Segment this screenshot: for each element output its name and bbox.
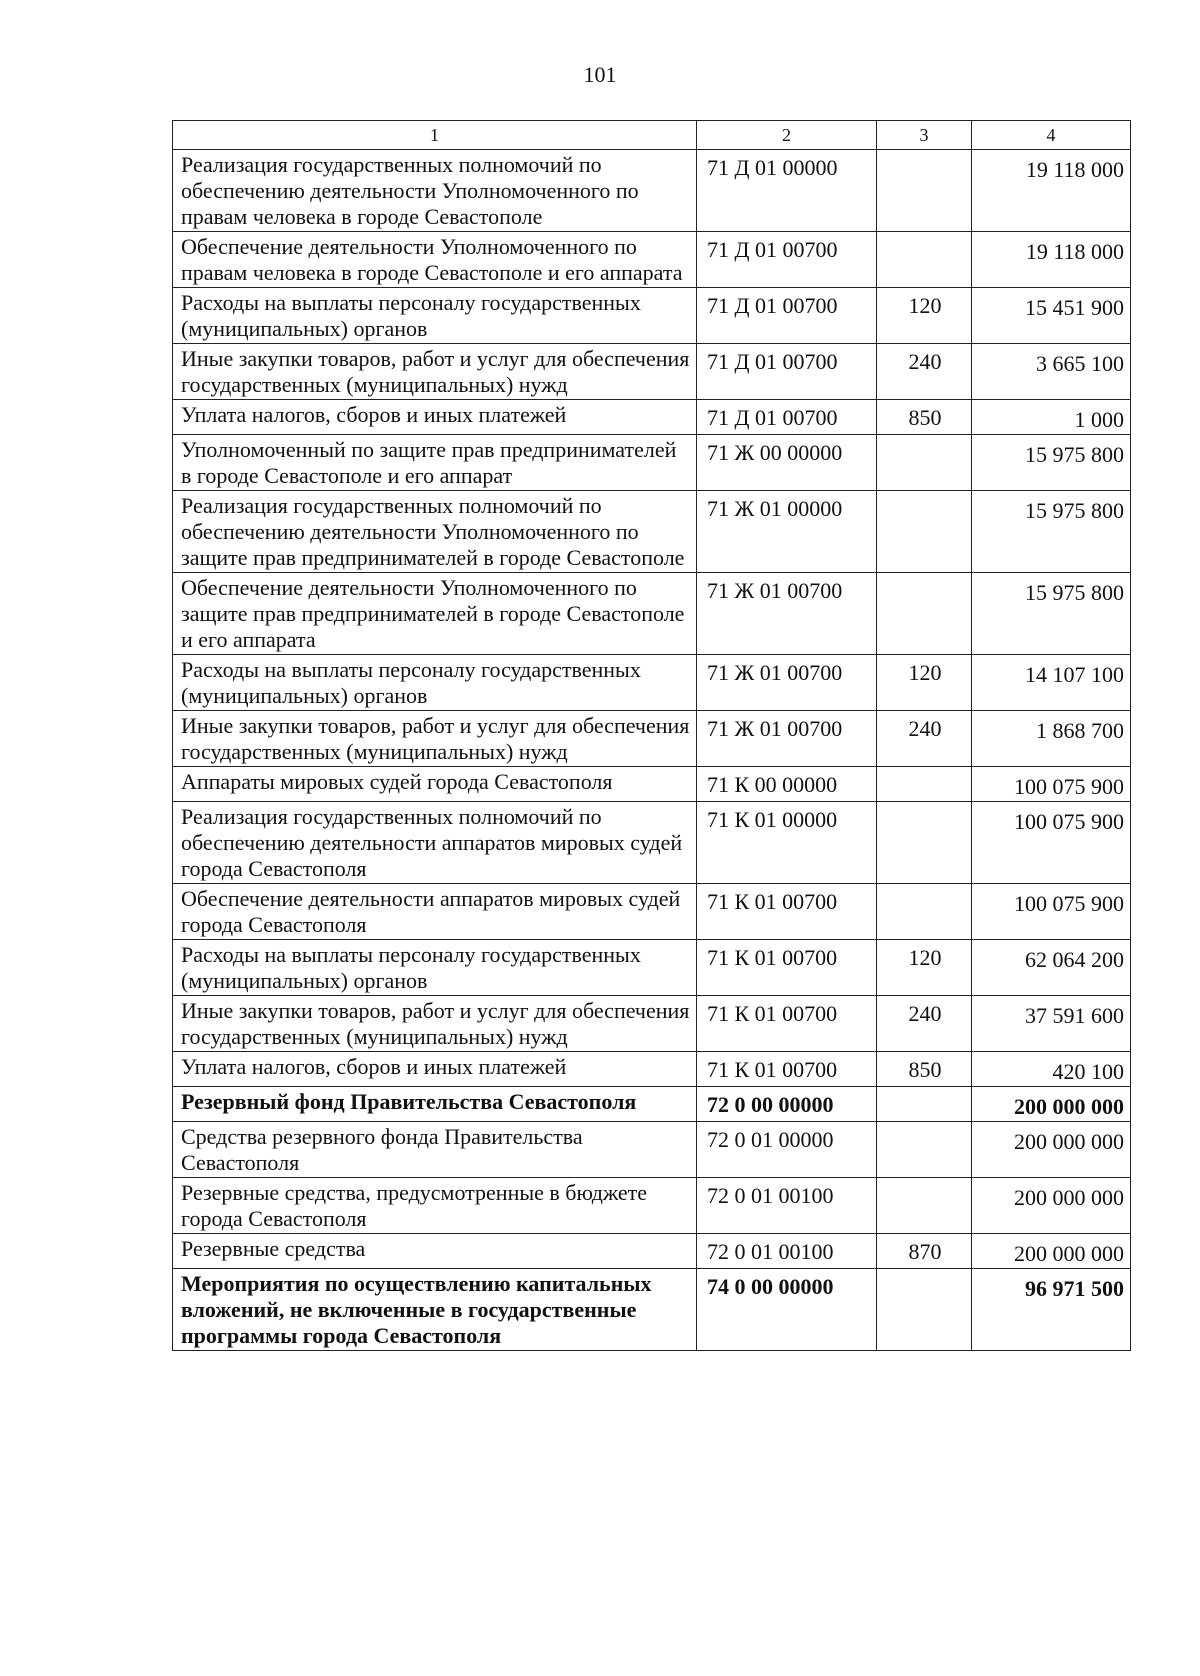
row-code-cell: 71 Ж 01 00700 [697,655,877,711]
table-row [173,435,1131,491]
row-code-cell: 71 К 00 00000 [697,767,877,802]
table-row [173,802,1131,884]
row-code-cell: 71 Ж 01 00000 [697,491,877,573]
row-name-cell: Обеспечение деятельности аппаратов мировых судей города Севастополя [173,884,697,940]
table-row [173,711,1131,767]
row-code-cell: 71 Ж 01 00700 [697,573,877,655]
table-row [173,150,1131,232]
table-row [173,1087,1131,1122]
row-kvr-cell [877,150,972,232]
row-sum-cell: 100 075 900 [972,767,1131,802]
row-sum-cell: 19 118 000 [972,232,1131,288]
row-code-cell: 71 К 01 00700 [697,996,877,1052]
row-code-cell: 72 0 01 00100 [697,1178,877,1234]
row-kvr-cell [877,491,972,573]
row-sum-cell: 19 118 000 [972,150,1131,232]
table-row [173,767,1131,802]
row-sum-cell: 15 975 800 [972,435,1131,491]
row-name-cell: Реализация государственных полномочий по обеспечению деятельности Уполномоченного по правам человека в городе Севастополе [173,150,697,232]
row-sum-cell: 62 064 200 [972,940,1131,996]
row-sum-cell: 37 591 600 [972,996,1131,1052]
column-header-2: 2 [697,121,877,150]
row-kvr-cell [877,435,972,491]
row-sum-cell: 100 075 900 [972,802,1131,884]
row-kvr-cell [877,232,972,288]
table-row [173,573,1131,655]
column-header-1: 1 [173,121,697,150]
row-sum-cell: 200 000 000 [972,1234,1131,1269]
row-name-cell: Уполномоченный по защите прав предпринимателей в городе Севастополе и его аппарат [173,435,697,491]
row-sum-cell: 15 975 800 [972,573,1131,655]
row-code-cell: 71 К 01 00700 [697,940,877,996]
row-sum-cell: 15 975 800 [972,491,1131,573]
row-name-cell: Обеспечение деятельности Уполномоченного по правам человека в городе Севастополе и его аппарата [173,232,697,288]
row-kvr-cell: 240 [877,711,972,767]
row-name-cell: Аппараты мировых судей города Севастополя [173,767,697,802]
table-body [173,150,1131,1351]
row-code-cell: 71 Д 01 00700 [697,232,877,288]
row-code-cell: 71 К 01 00700 [697,1052,877,1087]
row-name-cell: Средства резервного фонда Правительства Севастополя [173,1122,697,1178]
row-code-cell: 71 Д 01 00700 [697,400,877,435]
header-row [173,121,1131,150]
row-name-cell: Иные закупки товаров, работ и услуг для обеспечения государственных (муниципальных) нужд [173,711,697,767]
row-name-cell: Иные закупки товаров, работ и услуг для обеспечения государственных (муниципальных) нужд [173,996,697,1052]
row-code-cell: 71 К 01 00700 [697,884,877,940]
row-code-cell: 71 Д 01 00700 [697,344,877,400]
table-row [173,232,1131,288]
row-code-cell: 72 0 01 00000 [697,1122,877,1178]
row-code-cell: 71 Д 01 00000 [697,150,877,232]
budget-table [172,120,1131,1351]
row-code-cell: 71 Д 01 00700 [697,288,877,344]
table-row [173,1178,1131,1234]
row-sum-cell: 1 000 [972,400,1131,435]
row-kvr-cell [877,802,972,884]
row-sum-cell: 3 665 100 [972,344,1131,400]
table-row [173,884,1131,940]
row-code-cell: 71 Ж 00 00000 [697,435,877,491]
table-row [173,996,1131,1052]
row-name-cell: Уплата налогов, сборов и иных платежей [173,400,697,435]
row-name-cell: Расходы на выплаты персоналу государственных (муниципальных) органов [173,655,697,711]
row-kvr-cell [877,573,972,655]
row-kvr-cell: 850 [877,400,972,435]
row-kvr-cell: 120 [877,655,972,711]
row-kvr-cell: 240 [877,344,972,400]
row-sum-cell: 200 000 000 [972,1122,1131,1178]
row-sum-cell: 1 868 700 [972,711,1131,767]
row-name-cell: Мероприятия по осуществлению капитальных вложений, не включенные в государственные программы города Севастополя [173,1269,697,1351]
row-name-cell: Резервные средства [173,1234,697,1269]
table-row [173,1234,1131,1269]
table-row [173,344,1131,400]
table-row [173,288,1131,344]
row-sum-cell: 14 107 100 [972,655,1131,711]
row-sum-cell: 100 075 900 [972,884,1131,940]
row-kvr-cell [877,884,972,940]
row-name-cell: Реализация государственных полномочий по обеспечению деятельности аппаратов мировых судей города Севастополя [173,802,697,884]
table-row [173,400,1131,435]
row-code-cell: 74 0 00 00000 [697,1269,877,1351]
row-kvr-cell [877,1122,972,1178]
row-kvr-cell [877,1087,972,1122]
row-code-cell: 72 0 01 00100 [697,1234,877,1269]
row-kvr-cell [877,767,972,802]
row-kvr-cell: 870 [877,1234,972,1269]
row-kvr-cell [877,1269,972,1351]
row-name-cell: Резервные средства, предусмотренные в бюджете города Севастополя [173,1178,697,1234]
row-name-cell: Расходы на выплаты персоналу государственных (муниципальных) органов [173,288,697,344]
row-sum-cell: 96 971 500 [972,1269,1131,1351]
row-name-cell: Иные закупки товаров, работ и услуг для обеспечения государственных (муниципальных) нужд [173,344,697,400]
row-kvr-cell [877,1178,972,1234]
row-name-cell: Обеспечение деятельности Уполномоченного по защите прав предпринимателей в городе Севастополе и его аппарата [173,573,697,655]
row-code-cell: 72 0 00 00000 [697,1087,877,1122]
row-sum-cell: 200 000 000 [972,1178,1131,1234]
row-name-cell: Уплата налогов, сборов и иных платежей [173,1052,697,1087]
row-kvr-cell: 120 [877,288,972,344]
table-row [173,655,1131,711]
column-header-3: 3 [877,121,972,150]
row-name-cell: Реализация государственных полномочий по обеспечению деятельности Уполномоченного по защите прав предпринимателей в городе Севастополе [173,491,697,573]
table-row [173,940,1131,996]
row-kvr-cell: 240 [877,996,972,1052]
table-row [173,1122,1131,1178]
row-code-cell: 71 Ж 01 00700 [697,711,877,767]
row-kvr-cell: 120 [877,940,972,996]
row-name-cell: Расходы на выплаты персоналу государственных (муниципальных) органов [173,940,697,996]
table-row [173,1052,1131,1087]
row-sum-cell: 200 000 000 [972,1087,1131,1122]
row-kvr-cell: 850 [877,1052,972,1087]
row-name-cell: Резервный фонд Правительства Севастополя [173,1087,697,1122]
row-sum-cell: 420 100 [972,1052,1131,1087]
page-number: 101 [583,62,617,87]
row-code-cell: 71 К 01 00000 [697,802,877,884]
table-row [173,491,1131,573]
column-header-4: 4 [972,121,1131,150]
table-row [173,1269,1131,1351]
row-sum-cell: 15 451 900 [972,288,1131,344]
